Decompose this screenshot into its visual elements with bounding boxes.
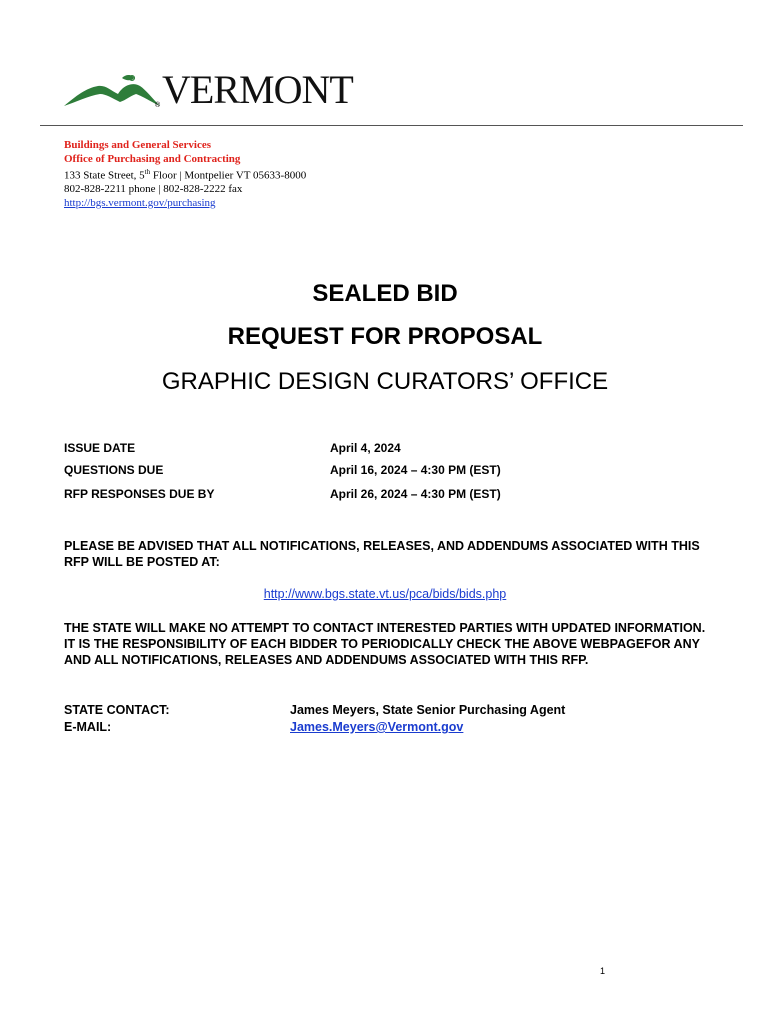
title-project: GRAPHIC DESIGN CURATORS’ OFFICE [161,368,609,395]
header-divider [40,125,743,126]
page-number: 1 [600,966,606,976]
agency-website-link[interactable]: http://bgs.vermont.gov/purchasing [64,196,216,209]
date-label: QUESTIONS DUE [64,463,164,477]
street-address-sup: th [144,168,151,176]
email-label: E-MAIL: [64,720,112,734]
date-value: April 26, 2024 – 4:30 PM (EST) [330,487,501,501]
date-value: April 4, 2024 [330,441,401,455]
date-value: April 16, 2024 – 4:30 PM (EST) [330,463,501,477]
date-label: ISSUE DATE [64,441,136,455]
state-notice: THE STATE WILL MAKE NO ATTEMPT TO CONTACT INTERESTED PARTIES WITH UPDATED INFORMATION. IT IS THE RESPONSIBILITY OF EACH BIDDER TO PERIODICALLY CHECK THE ABOVE WEBPAGEFOR ANY AND ALL NOTIFICATIONS, RELEASES AND ADDENDUMS ASSOCIATED WITH THIS RFP. [64,621,706,667]
contact-email-link[interactable]: James.Meyers@Vermont.gov [290,720,464,734]
date-label: RFP RESPONSES DUE BY [64,487,215,501]
agency-name: Buildings and General Services [64,139,211,151]
phone-fax: 802-828-2211 phone | 802-828-2222 fax [64,183,243,196]
street-address-rest: Floor | Montpelier VT 05633-8000 [150,169,307,182]
agency-address-block [64,139,306,210]
bids-page-link[interactable]: http://www.bgs.state.vt.us/pca/bids/bids.php [263,587,507,601]
contact-name: James Meyers, State Senior Purchasing Agent [290,703,566,717]
street-address-part: 133 State Street, 5 [64,169,145,182]
vermont-logo [62,67,353,114]
title-rfp: REQUEST FOR PROPOSAL [227,323,543,350]
bids-link-row [0,587,770,601]
title-sealed-bid: SEALED BID [312,280,458,307]
contact-label: STATE CONTACT: [64,703,170,717]
posting-notice: PLEASE BE ADVISED THAT ALL NOTIFICATIONS, RELEASES, AND ADDENDUMS ASSOCIATED WITH THIS RFP WILL BE POSTED AT: [64,539,700,569]
registered-mark: ® [155,102,161,109]
logo-wordmark: VERMONT [162,67,353,112]
street-address [64,166,306,183]
office-name: Office of Purchasing and Contracting [64,152,241,165]
